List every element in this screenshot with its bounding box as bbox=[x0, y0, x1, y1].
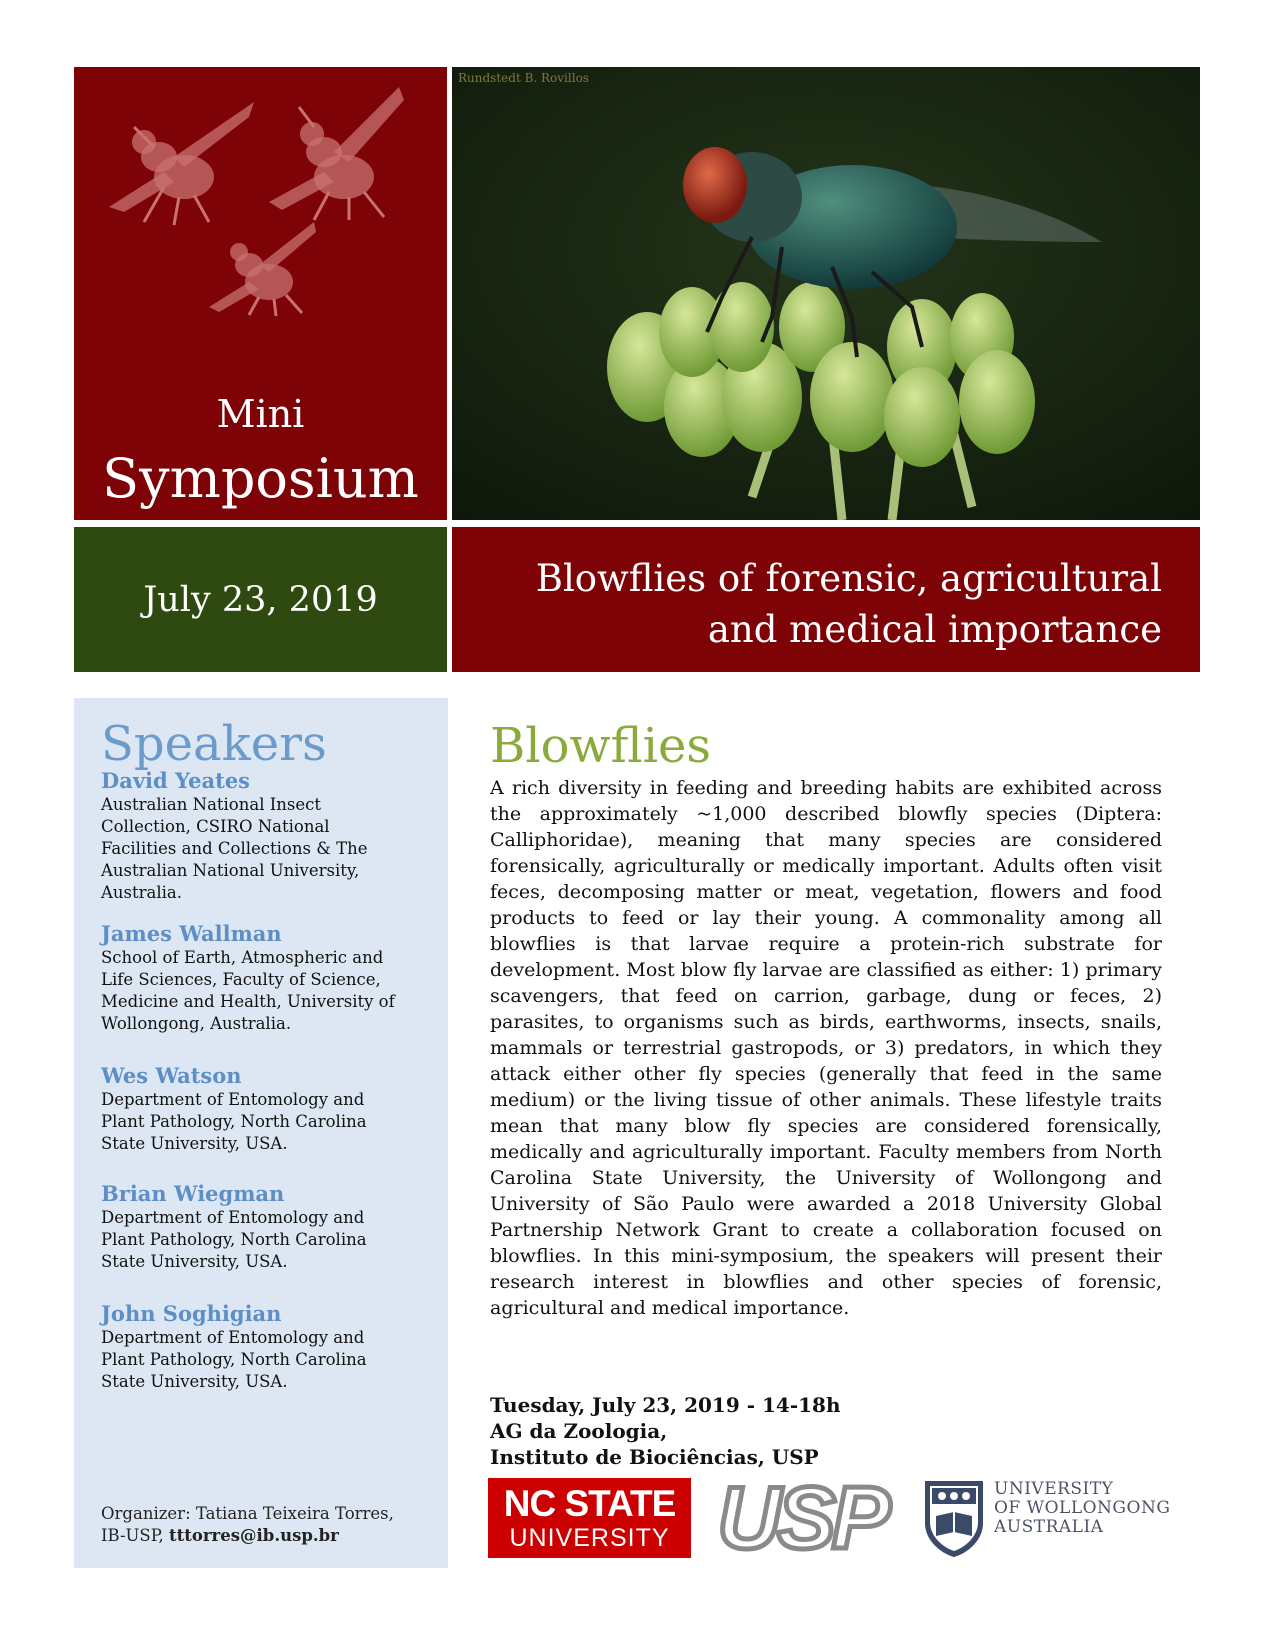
event-details bbox=[490, 1392, 841, 1470]
nc-state-logo-subtext: UNIVERSITY bbox=[509, 1524, 670, 1552]
speaker-name: Brian Wiegman bbox=[101, 1181, 285, 1206]
nc-state-logo-text: NC STATE bbox=[503, 1483, 676, 1524]
fly-illustration-icon bbox=[104, 97, 264, 227]
affiliation-line: Australian National Insect bbox=[101, 795, 321, 814]
affiliation-line: School of Earth, Atmospheric and bbox=[101, 948, 384, 967]
uow-logo-text bbox=[994, 1480, 1170, 1537]
organizer-info bbox=[101, 1503, 441, 1547]
affiliation-line: Department of Entomology and bbox=[101, 1208, 365, 1227]
organizer-email-link[interactable]: tttorres@ib.usp.br bbox=[168, 1526, 339, 1545]
speaker-affiliation bbox=[101, 1089, 436, 1155]
speaker-affiliation bbox=[101, 794, 436, 904]
speaker-affiliation bbox=[101, 1327, 436, 1393]
speaker-name: James Wallman bbox=[101, 921, 282, 946]
affiliation-line: Collection, CSIRO National bbox=[101, 817, 330, 836]
organizer-affiliation: IB-USP, bbox=[101, 1526, 169, 1545]
event-institution: Instituto de Biociências, USP bbox=[490, 1445, 819, 1469]
usp-logo-mark bbox=[700, 1478, 905, 1558]
usp-logo bbox=[700, 1478, 905, 1558]
blowfly-on-flower-image bbox=[452, 67, 1200, 520]
mini-label: Mini bbox=[216, 392, 305, 436]
speakers-heading: Speakers bbox=[101, 716, 327, 772]
affiliation-line: State University, USA. bbox=[101, 1252, 288, 1271]
affiliation-line: Plant Pathology, North Carolina bbox=[101, 1112, 367, 1131]
uow-logo-line: AUSTRALIA bbox=[994, 1517, 1104, 1537]
event-date: July 23, 2019 bbox=[143, 579, 378, 620]
speaker-affiliation bbox=[101, 1207, 436, 1273]
affiliation-line: Facilities and Collections & The bbox=[101, 839, 368, 858]
affiliation-line: Wollongong, Australia. bbox=[101, 1014, 292, 1033]
uow-logo-line: OF WOLLONGONG bbox=[994, 1498, 1171, 1518]
blowfly-photo bbox=[452, 67, 1200, 520]
affiliation-line: Department of Entomology and bbox=[101, 1328, 365, 1347]
date-panel bbox=[74, 527, 447, 672]
affiliation-line: State University, USA. bbox=[101, 1134, 288, 1153]
uow-logo bbox=[918, 1478, 1198, 1558]
affiliation-line: Australia. bbox=[101, 883, 183, 902]
speakers-panel bbox=[74, 698, 448, 1568]
speaker-name: John Soghigian bbox=[101, 1301, 282, 1326]
speaker-name: Wes Watson bbox=[101, 1063, 242, 1088]
uow-crest-icon bbox=[922, 1478, 986, 1558]
speaker-affiliation bbox=[101, 947, 436, 1035]
symposium-title bbox=[536, 553, 1162, 655]
photo-credit: Rundstedt B. Rovillos bbox=[458, 71, 589, 85]
symposium-title-line1: Blowflies of forensic, agricultural bbox=[535, 557, 1162, 600]
affiliation-line: Australian National University, bbox=[101, 861, 360, 880]
affiliation-line: State University, USA. bbox=[101, 1372, 288, 1391]
speaker-name: David Yeates bbox=[101, 768, 251, 793]
blowflies-heading: Blowflies bbox=[490, 718, 712, 774]
fly-illustration-icon bbox=[264, 82, 414, 222]
affiliation-line: Plant Pathology, North Carolina bbox=[101, 1230, 367, 1249]
event-venue: AG da Zoologia, bbox=[490, 1419, 668, 1443]
event-time: Tuesday, July 23, 2019 - 14-18h bbox=[490, 1393, 841, 1417]
organizer-line: Organizer: Tatiana Teixeira Torres, bbox=[101, 1504, 394, 1523]
nc-state-logo bbox=[488, 1478, 691, 1558]
affiliation-line: Medicine and Health, University of bbox=[101, 992, 395, 1011]
organizer-line bbox=[101, 1525, 441, 1547]
affiliation-line: Department of Entomology and bbox=[101, 1090, 365, 1109]
affiliation-line: Life Sciences, Faculty of Science, bbox=[101, 970, 381, 989]
fly-illustration-icon bbox=[204, 217, 324, 317]
uow-logo-line: UNIVERSITY bbox=[994, 1479, 1114, 1499]
usp-logo-text: USP bbox=[717, 1478, 887, 1558]
affiliation-line: Plant Pathology, North Carolina bbox=[101, 1350, 367, 1369]
symposium-label: Symposium bbox=[102, 447, 419, 510]
symposium-title-line2: and medical importance bbox=[707, 608, 1162, 651]
banner-title-panel bbox=[74, 67, 447, 520]
blowflies-description: A rich diversity in feeding and breeding habits are exhibited across the approximately ~1,000 described blowfly species (Diptera: Calliphoridae), meaning that many species are considered forensically, agriculturally or medically important. Adults often visit feces, decomposing matter or meat, vegetation, flowers and food products to feed or lay their young. A commonality among all blowflies is that larvae require a protein-rich substrate for development. Most blow fly larvae are classified as either: 1) primary scavengers, that feed on carrion, garbage, dung or feces, 2) parasites, to organisms such as birds, earthworms, insects, snails, mammals or terrestrial gastropods, or 3) predators, in which they attack either other fly species (generally that feed in the same medium) or the living tissue of other animals. These lifestyle traits mean that many blow fly species are considered forensically, medically and agriculturally important. Faculty members from North Carolina State University, the University of Wollongong and University of São Paulo were awarded a 2018 University Global Partnership Network Grant to create a collaboration focused on blowflies. In this mini-symposium, the speakers will present their research interest in blowflies and other species of forensic, agricultural and medical importance. bbox=[490, 777, 1162, 1319]
symposium-title-panel bbox=[452, 527, 1200, 672]
